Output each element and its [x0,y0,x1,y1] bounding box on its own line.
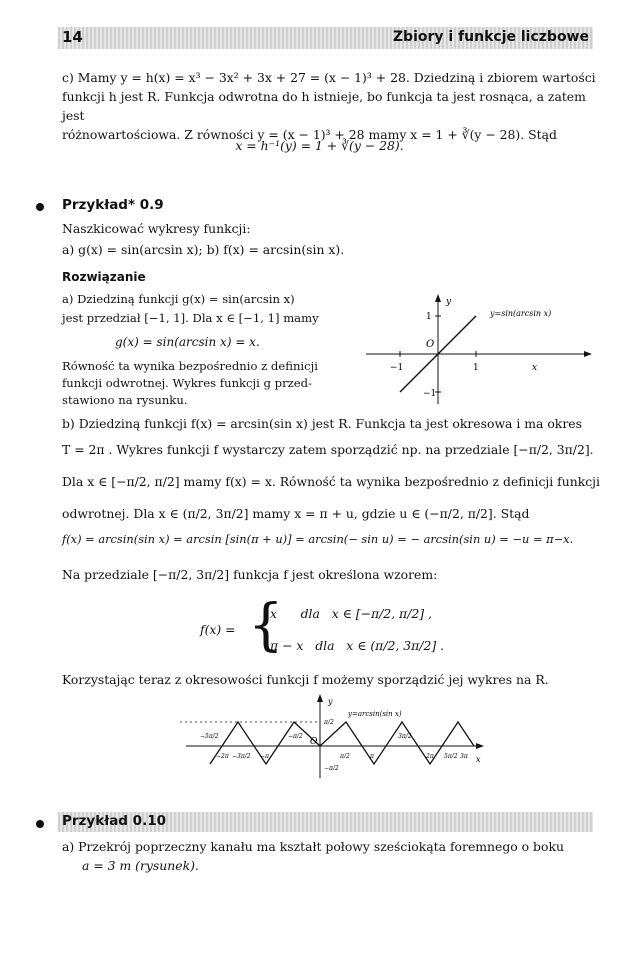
tick-label: −5π/2 [200,733,219,740]
text-line: odwrotnej. Dla x ∈ (π/2, 3π/2] mamy x = π + u, gdzie u ∈ (−π/2, π/2]. Stąd [62,506,530,521]
x-label: x [532,363,538,373]
text-line: stawiono na rysunku. [62,393,188,407]
tick-label: 3π/2 [398,733,412,740]
text-line: jest przedział [−1, 1]. Dla x ∈ [−1, 1] mamy [62,311,319,325]
part-c-line: różnowartościowa. Z równości y = (x − 1)³ + 28 mamy x = 1 + ∛(y − 28). Stąd [62,127,557,142]
tick-label: −π [260,753,269,760]
x-label: x [476,755,481,764]
y-axis-arrow-icon [317,694,323,702]
part-c-formula: x = h⁻¹(y) = 1 + ∛(y − 28). [235,138,404,153]
tick-label: −π/2 [324,765,339,772]
y-label: y [328,697,333,706]
task-items: a) g(x) = sin(arcsin x); b) f(x) = arcsin(sin x). [62,242,345,257]
text-line: a) Dziedziną funkcji g(x) = sin(arcsin x) [62,292,295,306]
formula-g: g(x) = sin(arcsin x) = x. [115,335,260,349]
text-line: a = 3 m (rysunek). [82,858,199,873]
tick-label: −π/2 [288,733,303,740]
text-line: funkcji odwrotnej. Wykres funkcji g przed- [62,376,312,390]
text-line: Korzystając teraz z okresowości funkcji f możemy sporządzić jej wykres na R. [62,672,549,687]
tick-label: π/2 [340,753,350,760]
solution-a [62,290,362,328]
piece-1: x dla x ∈ [−π/2, π/2] , [270,606,432,621]
part-c-line: c) Mamy y = h(x) = x³ − 3x² + 3x + 27 = (x − 1)³ + 28. Dziedziną i zbiorem wartości [62,70,596,85]
graph-sin-arcsin [360,292,600,412]
running-header [58,27,593,49]
text-line: Dla x ∈ [−π/2, π/2] mamy f(x) = x. Równość ta wynika bezpośrednio z definicji funkcji [62,474,600,489]
text-line: Równość ta wynika bezpośrednio z definicji [62,359,318,373]
curve-label: y=arcsin(sin x) [348,710,402,718]
chapter-title: Zbiory i funkcje liczbowe [392,29,589,45]
tick-label: π [370,753,374,760]
piece-2: π − x dla x ∈ (π/2, 3π/2] . [270,638,445,653]
bullet-icon [36,820,44,828]
tick-label-xm1: −1 [390,363,404,373]
tick-label-m1: −1 [423,389,437,399]
origin-label: O [310,737,318,747]
text-line: a) Przekrój poprzeczny kanału ma kształt połowy sześciokąta foremnego o boku [62,839,564,854]
origin-label: O [426,339,435,350]
brace-icon: { [248,593,284,658]
tick-label-1: 1 [426,312,432,322]
part-c-line: funkcji h jest R. Funkcja odwrotna do h istnieje, bo funkcja ta jest rosnąca, a zatem jest [62,89,586,123]
solution-b [62,414,602,524]
tick-label: −3π/2 [232,753,251,760]
solution-a-cont [62,358,362,409]
formula-f: f(x) = arcsin(sin x) = arcsin [sin(π + u)] = arcsin(− sin u) = − arcsin(sin u) = −u = π−x. [62,532,574,546]
text-line: Na przedziale [−π/2, 3π/2] funkcja f jest określona wzorem: [62,567,438,582]
tick-label: −2π [216,753,229,760]
y-axis-arrow-icon [435,294,441,302]
bullet-icon [36,203,44,211]
text-line: T = 2π . Wykres funkcji f wystarczy zatem sporządzić np. na przedziale [−π/2, 3π/2]. [62,442,594,457]
x-axis-arrow-icon [476,743,484,749]
piecewise-lhs: f(x) = [200,622,236,637]
y-label: y [446,297,452,307]
section-band [58,812,593,832]
curve-label: y=sin(arcsin x) [490,309,552,318]
graph-arcsin-sin [180,692,500,782]
tick-label: π/2 [324,719,334,726]
tick-label-x1: 1 [473,363,479,373]
tick-label: 3π [460,753,468,760]
example-010-body [62,837,602,875]
tick-label: 5π/2 [444,753,458,760]
x-axis-arrow-icon [584,351,592,357]
example-heading: Przykład 0.10 [62,813,166,829]
example-heading: Przykład* 0.9 [62,197,164,213]
text-line: b) Dziedziną funkcji f(x) = arcsin(sin x) jest R. Funkcja ta jest okresowa i ma okres [62,416,582,431]
part-c [62,68,602,144]
page-number: 14 [62,28,83,46]
solution-label: Rozwiązanie [62,270,146,284]
task-text: Naszkicować wykresy funkcji: [62,221,251,236]
tick-label: 2π [426,753,434,760]
